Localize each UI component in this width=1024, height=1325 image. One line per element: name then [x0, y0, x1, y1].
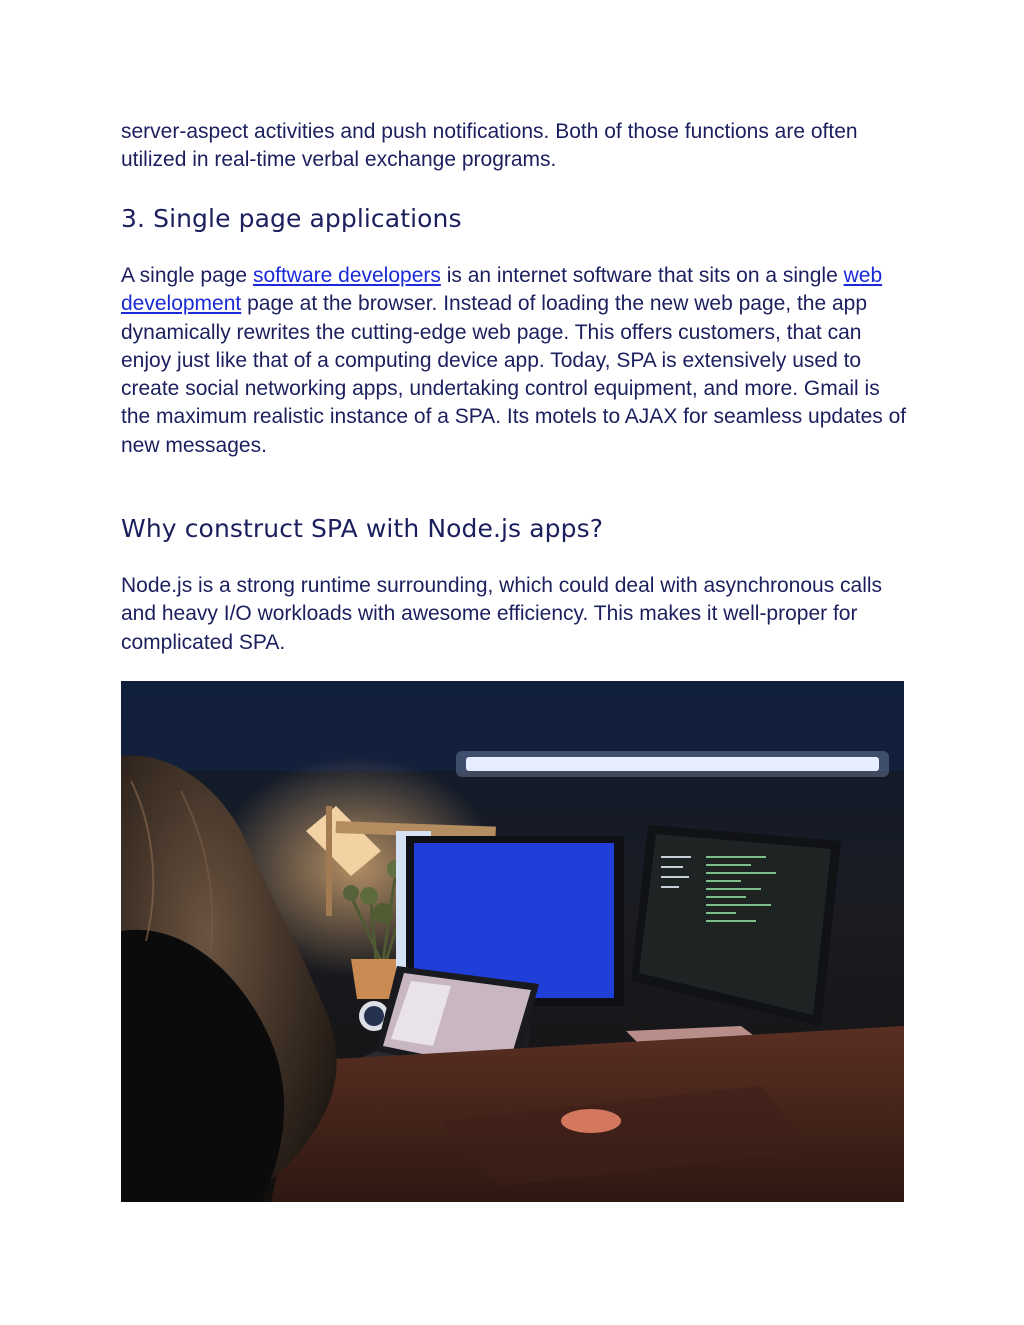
web-development-link[interactable]: web development [121, 264, 883, 316]
spa-text-part2: is an internet software that sits on a single [440, 264, 844, 287]
spa-text-part1: A single page [121, 264, 253, 287]
developer-workspace-photo [121, 681, 904, 1202]
spa-paragraph [121, 262, 911, 460]
software-developers-link[interactable]: software developers [252, 264, 441, 287]
section-heading-why-spa-nodejs: Why construct SPA with Node.js apps? [121, 514, 604, 543]
nodejs-paragraph: Node.js is a strong runtime surrounding, which could deal with asynchronous calls and heavy I/O workloads with awesome efficiency. This makes it well-proper for complicated SPA. [121, 574, 883, 654]
section-heading-single-page-applications: 3. Single page applications [121, 204, 462, 233]
intro-paragraph: server-aspect activities and push notifications. Both of those functions are often utilized in real-time verbal exchange programs. [121, 120, 858, 172]
mouse [561, 1109, 621, 1133]
spa-text-part3: page at the browser. Instead of loading the new web page, the app dynamically rewrites the cutting-edge web page. This offers customers, that can enjoy just like that of a computing device app. Today, SPA is extensively used to create social networking apps, undertaking control equipment, and more. Gmail is the maximum realistic instance of a SPA. Its motels to AJAX for seamless updates of new messages. [121, 292, 907, 457]
